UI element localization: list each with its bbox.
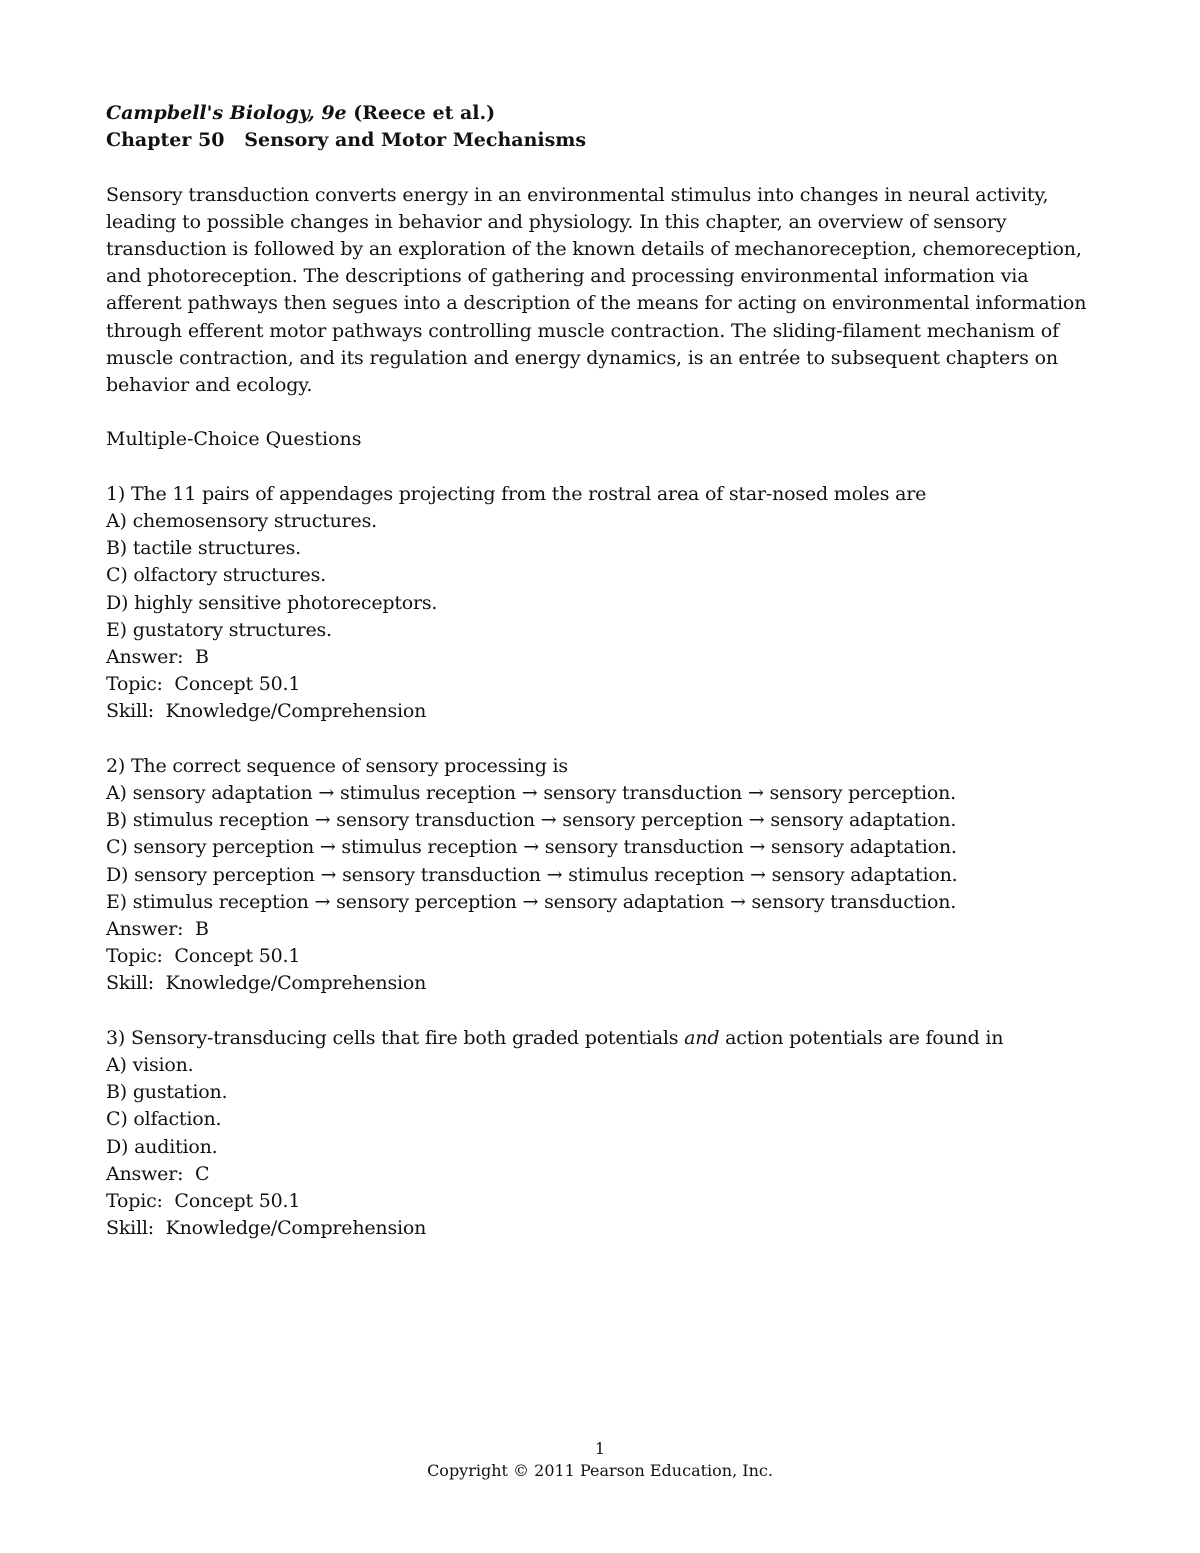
topic-line: Topic: Concept 50.1 [106,945,301,968]
stem-emphasis: and [684,1026,720,1049]
answer-option: C) olfaction. [106,1108,222,1131]
topic-line: Topic: Concept 50.1 [106,1190,301,1213]
book-title: Campbell's Biology, 9e [106,102,347,124]
question-3 [106,1025,1106,1243]
answer-option: E) stimulus reception → sensory perception → sensory adaptation → sensory transduction. [106,890,957,913]
answer-option: A) vision. [106,1054,194,1077]
answer-option: B) gustation. [106,1081,228,1104]
answer-option: E) gustatory structures. [106,618,332,641]
answer-key: Answer: C [106,1162,210,1185]
answer-option: B) stimulus reception → sensory transduction → sensory perception → sensory adaptation. [106,809,957,832]
answer-option: C) sensory perception → stimulus reception → sensory transduction → sensory adaptation. [106,836,957,859]
spacer [106,399,1106,426]
skill-line: Skill: Knowledge/Comprehension [106,1217,427,1240]
question-stem: 2) The correct sequence of sensory processing is [106,754,568,777]
book-authors: (Reece et al.) [346,102,496,124]
spacer [106,726,1106,753]
spacer [106,998,1106,1025]
answer-option: B) tactile structures. [106,537,302,560]
page-number: 1 [594,1439,606,1458]
stem-part: 3) Sensory-transducing cells that fire both graded potentials [106,1026,685,1049]
section-heading: Multiple-Choice Questions [106,428,362,451]
document-page [106,100,1106,1242]
answer-option: A) chemosensory structures. [106,510,377,532]
question-1 [106,481,1106,726]
answer-key: Answer: B [106,918,209,941]
answer-option: A) sensory adaptation → stimulus reception → sensory transduction → sensory perception. [106,782,956,805]
question-stem: 1) The 11 pairs of appendages projecting from the rostral area of star-nosed moles are [106,482,927,505]
answer-option: D) sensory perception → sensory transduction → stimulus reception → sensory adaptation. [106,863,958,886]
skill-line: Skill: Knowledge/Comprehension [106,700,427,723]
answer-option: D) audition. [106,1135,218,1158]
chapter-intro: Sensory transduction converts energy in an environmental stimulus into changes in neural activity, leading to possible changes in behavior and physiology. In this chapter, an overview of sensory transduction is followed by an exploration of the known details of mechanoreception, chemoreception, and photoreception. The descriptions of gathering and processing environmental information via afferent pathways then segues into a description of the means for acting on environmental information through efferent motor pathways controlling muscle contraction. The sliding-filament mechanism of muscle contraction, and its regulation and energy dynamics, is an entrée to subsequent chapters on behavior and ecology. [106,183,1087,397]
page-footer [0,1438,1200,1482]
spacer [106,154,1106,181]
chapter-title: Chapter 50 Sensory and Motor Mechanisms [106,129,587,152]
answer-option: D) highly sensitive photoreceptors. [106,591,438,614]
stem-part: action potentials are found in [719,1026,1004,1049]
question-stem [106,1025,1106,1052]
question-2 [106,753,1106,998]
topic-line: Topic: Concept 50.1 [106,673,301,696]
book-title-line [106,100,1106,127]
skill-line: Skill: Knowledge/Comprehension [106,972,427,995]
answer-key: Answer: B [106,646,209,669]
spacer [106,454,1106,481]
answer-option: C) olfactory structures. [106,564,326,587]
copyright-notice: Copyright © 2011 Pearson Education, Inc. [427,1461,773,1480]
